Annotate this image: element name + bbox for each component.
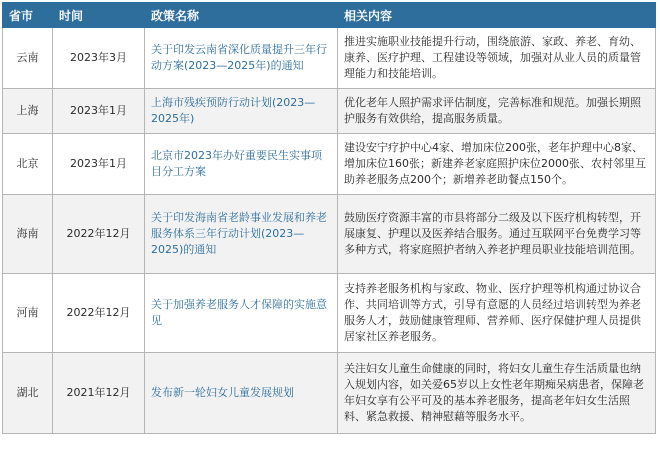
province-cell: 湖北: [3, 353, 53, 434]
policy-cell: 关于印发云南省深化质量提升三年行动方案(2023—2025年)的通知: [145, 28, 338, 89]
content-cell: 关注妇女儿童生命健康的同时，将妇女儿童生存生活质量也纳入规划内容，如关爱65岁以上女性老年期痴呆病患者，保障老年妇女享有公平可及的基本养老服务，提高老年妇女生活照料、紧急救援、精神慰藉等服务水平。: [338, 353, 656, 434]
table-row: [3, 274, 656, 353]
date-cell: 2023年3月: [53, 28, 145, 89]
date-cell: 2021年12月: [53, 353, 145, 434]
province-cell: 河南: [3, 274, 53, 353]
content-cell: 推进实施职业技能提升行动，围绕旅游、家政、养老、育幼、康养、医疗护理、工程建设等领域，加强对从业人员的质量管理能力和技能培训。: [338, 28, 656, 89]
policy-cell: 上海市残疾预防行动计划(2023—2025年): [145, 89, 338, 134]
date-cell: 2023年1月: [53, 134, 145, 195]
province-cell: 海南: [3, 195, 53, 274]
policy-table: [2, 2, 656, 434]
date-cell: 2022年12月: [53, 195, 145, 274]
date-cell: 2022年12月: [53, 274, 145, 353]
date-cell: 2023年1月: [53, 89, 145, 134]
province-cell: 上海: [3, 89, 53, 134]
province-cell: 北京: [3, 134, 53, 195]
table-header-row: [3, 3, 656, 28]
policy-cell: 关于印发海南省老龄事业发展和养老服务体系三年行动计划(2023—2025)的通知: [145, 195, 338, 274]
content-cell: 鼓励医疗资源丰富的市县将部分二级及以下医疗机构转型，开展康复、护理以及医养结合服务。通过互联网平台免费学习等多种方式，将家庭照护者纳入养老护理员职业技能培训范围。: [338, 195, 656, 274]
header-content: 相关内容: [338, 3, 656, 28]
table-row: [3, 353, 656, 434]
header-date: 时间: [53, 3, 145, 28]
content-cell: 优化老年人照护需求评估制度，完善标准和规范。加强长期照护服务有效供给，提高服务质量。: [338, 89, 656, 134]
header-policy-name: 政策名称: [145, 3, 338, 28]
policy-cell: 关于加强养老服务人才保障的实施意见: [145, 274, 338, 353]
province-cell: 云南: [3, 28, 53, 89]
content-cell: 支持养老服务机构与家政、物业、医疗护理等机构通过协议合作、共同培训等方式，引导有意愿的人员经过培训转型为养老服务人才，鼓励健康管理师、营养师、医疗保健护理人员提供居家社区养老服务。: [338, 274, 656, 353]
table-row: [3, 89, 656, 134]
table-row: [3, 28, 656, 89]
policy-cell: 北京市2023年办好重要民生实事项目分工方案: [145, 134, 338, 195]
table-row: [3, 134, 656, 195]
policy-table-container: [2, 2, 655, 434]
header-province: 省市: [3, 3, 53, 28]
content-cell: 建设安宁疗护中心4家、增加床位200张，老年护理中心8家、增加床位160张；新建养老家庭照护床位2000张、农村邻里互助养老服务点200个；新增养老助餐点150个。: [338, 134, 656, 195]
policy-cell: 发布新一轮妇女儿童发展规划: [145, 353, 338, 434]
table-row: [3, 195, 656, 274]
